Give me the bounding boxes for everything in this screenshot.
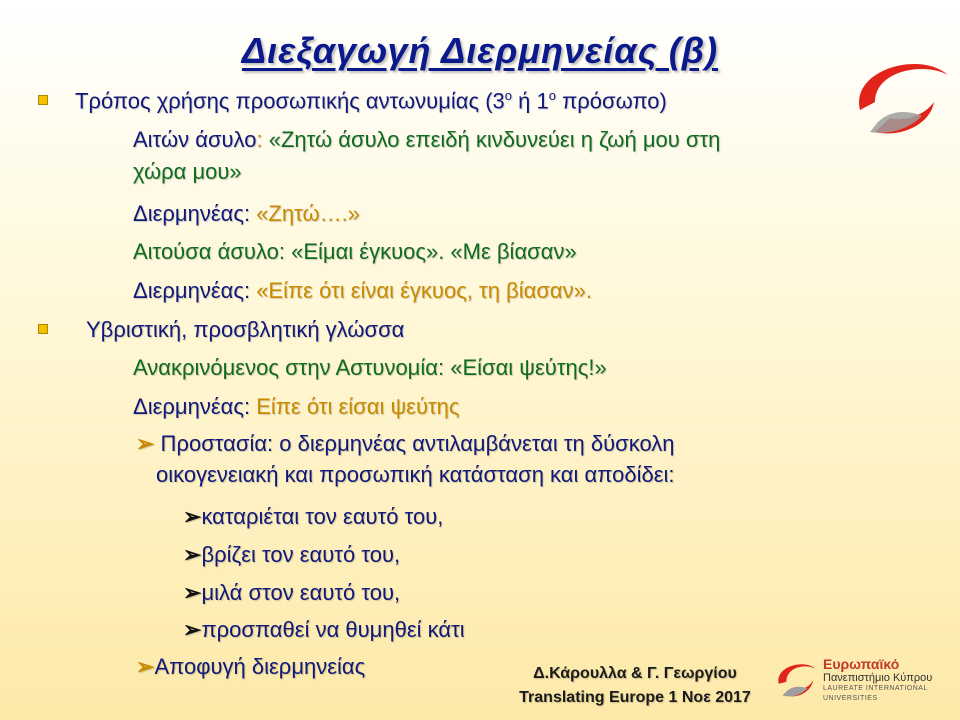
avoidance-point: ➢Αποφυγή διερμηνείας <box>136 654 366 679</box>
arrow-bullet-icon: ➢ <box>183 617 202 642</box>
list-item: ➢καταριέται τον εαυτό του, <box>183 504 444 529</box>
dialogue-line-applicant-male: Αιτών άσυλο: «Ζητώ άσυλο επειδή κινδυνεύει η ζωή μου στη <box>133 127 721 152</box>
arrow-bullet-icon: ➢ <box>183 580 202 605</box>
arrow-bullet-icon: ➢ <box>183 504 202 529</box>
bullet-offensive-language: Υβριστική, προσβλητική γλώσσα <box>86 317 405 342</box>
arrow-bullet-icon: ➢ <box>183 542 202 567</box>
dialogue-line-interpreter-2: Διερμηνέας: «Είπε ότι είναι έγκυος, τη βίασαν». <box>133 278 592 303</box>
badge-tagline: LAUREATE INTERNATIONAL UNIVERSITIES <box>823 685 928 702</box>
protection-point-cont: οικογενειακή και προσωπική κατάσταση και αποδίδει: <box>156 462 675 487</box>
square-bullet-icon <box>38 95 48 105</box>
badge-name-1: Ευρωπαϊκό <box>823 656 900 672</box>
square-bullet-icon <box>38 324 48 334</box>
footer-authors: Δ.Κάρουλλα & Γ. Γεωργίου <box>533 665 737 682</box>
footer-credits <box>475 662 795 710</box>
arrow-bullet-icon: ➢ <box>136 431 155 456</box>
list-item: ➢βρίζει τον εαυτό του, <box>183 542 401 567</box>
slide-content <box>0 88 960 688</box>
footer-event: Translating Europe 1 Νοε 2017 <box>519 689 751 706</box>
dialogue-line-interpreter-1: Διερμηνέας: «Ζητώ….» <box>133 201 361 226</box>
arrow-bullet-icon: ➢ <box>136 654 155 679</box>
protection-point: ➢ Προστασία: ο διερμηνέας αντιλαμβάνεται τη δύσκολη <box>136 431 675 456</box>
list-item: ➢μιλά στον εαυτό του, <box>183 580 401 605</box>
dialogue-line-applicant-female: Αιτούσα άσυλο: «Είμαι έγκυος». «Με βίασαν» <box>133 239 577 264</box>
university-badge <box>765 645 960 720</box>
badge-name-2: Πανεπιστήμιο Κύπρου <box>823 672 933 684</box>
dialogue-line-interpreter-3: Διερμηνέας: Είπε ότι είσαι ψεύτης <box>133 394 460 419</box>
dialogue-line-suspect: Ανακρινόμενος στην Αστυνομία: «Είσαι ψεύτης!» <box>133 355 607 380</box>
bullet-pronoun-usage: Τρόπος χρήσης προσωπικής αντωνυμίας ($3^o$ ή $1^o$ πρόσωπο) <box>75 88 667 114</box>
dialogue-line-applicant-male-cont: χώρα μου» <box>133 159 242 184</box>
list-item: ➢προσπαθεί να θυμηθεί κάτι <box>183 617 465 642</box>
university-swirl-logo-icon <box>771 655 819 703</box>
slide-title: Διεξαγωγή Διερμηνείας (β) <box>241 30 719 71</box>
